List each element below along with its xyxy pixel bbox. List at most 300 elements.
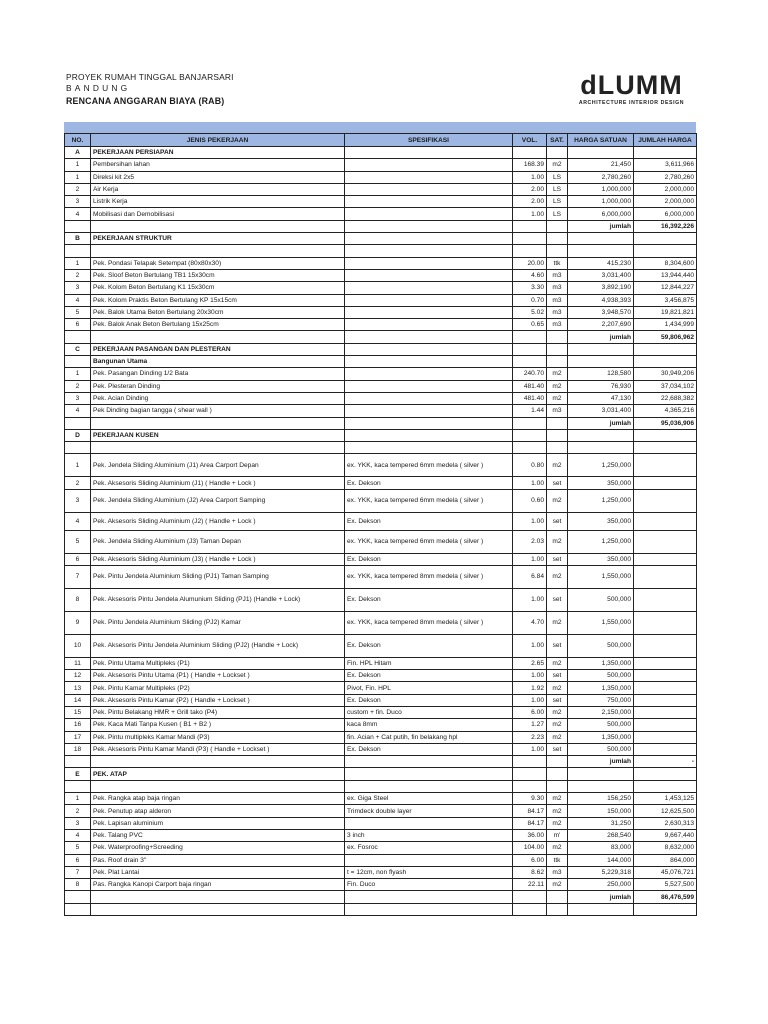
table-row: [65, 565, 697, 588]
cell-jumlah-harga: [634, 657, 697, 669]
table-row: [65, 657, 697, 669]
cell-spesifikasi: ex. Giga Steel: [345, 793, 513, 805]
cell-spesifikasi: [345, 429, 513, 441]
blank-row: [65, 780, 697, 792]
project-name: PROYEK RUMAH TINGGAL BANJARSARI: [66, 72, 234, 82]
cell-harga-satuan: 1,350,000: [568, 682, 634, 694]
cell-no: 1: [65, 171, 91, 183]
cell-vol: [513, 245, 547, 257]
cell-jumlah-harga: 4,365,216: [634, 405, 697, 417]
cell-harga-satuan: [568, 429, 634, 441]
section-row: [65, 429, 697, 441]
table-row: [65, 454, 697, 477]
cell-spesifikasi: [345, 196, 513, 208]
cell-harga-satuan: 21,450: [568, 159, 634, 171]
cell-jenis-pekerjaan: PEKERJAAN KUSEN: [91, 429, 345, 441]
cell-spesifikasi: kaca 8mm: [345, 719, 513, 731]
cell-jumlah-harga: [634, 512, 697, 530]
cell-spesifikasi: Ex. Dekson: [345, 512, 513, 530]
cell-no: D: [65, 429, 91, 441]
cell-harga-satuan: 2,780,260: [568, 171, 634, 183]
cell-vol: 2.00: [513, 196, 547, 208]
cell-sat: m3: [547, 294, 568, 306]
cell-vol: [513, 331, 547, 343]
cell-jumlah-harga: [634, 743, 697, 755]
cell-jumlah-harga: [634, 694, 697, 706]
cell-harga-satuan: 415,230: [568, 257, 634, 269]
cell-jenis-pekerjaan: Pembersihan lahan: [91, 159, 345, 171]
cell-harga-satuan: jumlah: [568, 891, 634, 903]
cell-jumlah-harga: 6,000,000: [634, 208, 697, 220]
cell-jumlah-harga: [634, 682, 697, 694]
cell-jenis-pekerjaan: Pas. Rangka Kanopi Carport baja ringan: [91, 879, 345, 891]
logo-tagline: ARCHITECTURE INTERIOR DESIGN: [578, 100, 685, 106]
cell-jumlah-harga: 95,036,906: [634, 417, 697, 429]
cell-harga-satuan: 3,892,190: [568, 282, 634, 294]
cell-jenis-pekerjaan: Pek. Aksesoris Sliding Aluminium (J3) ( Handle + Lock ): [91, 553, 345, 565]
cell-spesifikasi: 3 inch: [345, 829, 513, 841]
cell-vol: [513, 220, 547, 232]
cell-harga-satuan: 1,350,000: [568, 731, 634, 743]
cell-vol: 4.60: [513, 269, 547, 281]
cell-jenis-pekerjaan: Pek. Pintu Jendela Aluminium Sliding (PJ2) Kamar: [91, 611, 345, 634]
table-row: [65, 512, 697, 530]
cell-sat: LS: [547, 208, 568, 220]
cell-sat: LS: [547, 183, 568, 195]
cell-vol: [513, 903, 547, 915]
cell-jenis-pekerjaan: Pek. Aksesoris Pintu Utama (P1) ( Handle + Lockset ): [91, 670, 345, 682]
cell-harga-satuan: 1,250,000: [568, 530, 634, 553]
cell-no: 12: [65, 670, 91, 682]
table-row: [65, 171, 697, 183]
cell-jenis-pekerjaan: PEKERJAAN STRUKTUR: [91, 233, 345, 245]
cell-vol: 3.30: [513, 282, 547, 294]
cell-vol: [513, 442, 547, 454]
cell-vol: 1.00: [513, 208, 547, 220]
blank-row: [65, 245, 697, 257]
cell-vol: 1.00: [513, 512, 547, 530]
cell-vol: 36.00: [513, 829, 547, 841]
cell-spesifikasi: [345, 331, 513, 343]
total-row: [65, 331, 697, 343]
cell-no: 15: [65, 707, 91, 719]
cell-jenis-pekerjaan: Pek. Sloof Beton Bertulang TB1 15x30cm: [91, 269, 345, 281]
cell-jenis-pekerjaan: Pas. Roof drain 3": [91, 854, 345, 866]
cell-harga-satuan: [568, 233, 634, 245]
cell-jumlah-harga: [634, 707, 697, 719]
cell-sat: m3: [547, 306, 568, 318]
table-row: [65, 842, 697, 854]
cell-harga-satuan: 350,000: [568, 512, 634, 530]
cell-sat: m2: [547, 657, 568, 669]
cell-spesifikasi: Fin. HPL Hitam: [345, 657, 513, 669]
table-row: [65, 183, 697, 195]
cell-sat: m2: [547, 392, 568, 404]
cell-jenis-pekerjaan: Direksi kit 2x5: [91, 171, 345, 183]
cell-vol: 481.40: [513, 380, 547, 392]
cell-sat: m2: [547, 817, 568, 829]
cell-vol: 5.02: [513, 306, 547, 318]
cell-spesifikasi: [345, 171, 513, 183]
cell-jenis-pekerjaan: PEKERJAAN PERSIAPAN: [91, 147, 345, 159]
cell-vol: 0.70: [513, 294, 547, 306]
cell-harga-satuan: 1,550,000: [568, 611, 634, 634]
cell-harga-satuan: jumlah: [568, 331, 634, 343]
cell-harga-satuan: 250,000: [568, 879, 634, 891]
cell-no: B: [65, 233, 91, 245]
cell-jenis-pekerjaan: Pek. Pasangan Dinding 1/2 Bata: [91, 368, 345, 380]
cell-sat: m2: [547, 380, 568, 392]
table-row: [65, 731, 697, 743]
cell-jenis-pekerjaan: Pek. Jendela Sliding Aluminium (J1) Area Carport Depan: [91, 454, 345, 477]
cell-jumlah-harga: [634, 489, 697, 512]
budget-table: [64, 133, 697, 916]
table-row: [65, 854, 697, 866]
project-city: BANDUNG: [66, 83, 131, 93]
table-row: [65, 694, 697, 706]
cell-no: 5: [65, 530, 91, 553]
section-row: [65, 233, 697, 245]
cell-sat: [547, 756, 568, 768]
cell-vol: 1.00: [513, 670, 547, 682]
cell-jenis-pekerjaan: Pek Dinding bagian tangga ( shear wall ): [91, 405, 345, 417]
cell-jenis-pekerjaan: Pek. Pintu Utama Multipleks (P1): [91, 657, 345, 669]
col-header-jumlah-harga: JUMLAH HARGA: [634, 134, 697, 147]
cell-jumlah-harga: [634, 780, 697, 792]
cell-jenis-pekerjaan: Listrik Kerja: [91, 196, 345, 208]
cell-sat: set: [547, 588, 568, 611]
cell-harga-satuan: jumlah: [568, 756, 634, 768]
cell-harga-satuan: 76,930: [568, 380, 634, 392]
cell-no: 1: [65, 454, 91, 477]
cell-jenis-pekerjaan: Pek. Kolom Praktis Beton Bertulang KP 15x15cm: [91, 294, 345, 306]
cell-harga-satuan: 268,540: [568, 829, 634, 841]
cell-jenis-pekerjaan: Pek. Pondasi Telapak Setempat (80x80x30): [91, 257, 345, 269]
cell-harga-satuan: 500,000: [568, 719, 634, 731]
cell-sat: set: [547, 670, 568, 682]
document-header: [66, 72, 706, 116]
cell-vol: [513, 768, 547, 780]
cell-jumlah-harga: [634, 343, 697, 355]
cell-spesifikasi: [345, 147, 513, 159]
cell-jenis-pekerjaan: Mobilisasi dan Demobilisasi: [91, 208, 345, 220]
table-row: [65, 196, 697, 208]
cell-harga-satuan: 3,031,400: [568, 269, 634, 281]
cell-jumlah-harga: 86,476,599: [634, 891, 697, 903]
cell-harga-satuan: [568, 903, 634, 915]
cell-jenis-pekerjaan: [91, 891, 345, 903]
cell-no: 3: [65, 392, 91, 404]
cell-jumlah-harga: 5,527,500: [634, 879, 697, 891]
cell-vol: [513, 417, 547, 429]
cell-vol: 20.00: [513, 257, 547, 269]
cell-spesifikasi: [345, 817, 513, 829]
document-title: RENCANA ANGGARAN BIAYA (RAB): [66, 96, 225, 106]
cell-no: 8: [65, 588, 91, 611]
cell-sat: m2: [547, 565, 568, 588]
cell-spesifikasi: [345, 380, 513, 392]
cell-spesifikasi: [345, 756, 513, 768]
cell-jumlah-harga: [634, 429, 697, 441]
cell-jenis-pekerjaan: Pek. Jendela Sliding Aluminium (J2) Area Carport Samping: [91, 489, 345, 512]
cell-sat: set: [547, 634, 568, 657]
cell-jumlah-harga: 2,000,000: [634, 183, 697, 195]
cell-jumlah-harga: [634, 768, 697, 780]
cell-harga-satuan: 500,000: [568, 588, 634, 611]
cell-sat: m2: [547, 805, 568, 817]
cell-no: 8: [65, 879, 91, 891]
cell-harga-satuan: jumlah: [568, 220, 634, 232]
cell-harga-satuan: [568, 343, 634, 355]
cell-vol: 1.00: [513, 588, 547, 611]
cell-no: 6: [65, 319, 91, 331]
cell-jumlah-harga: [634, 245, 697, 257]
logo-wordmark: dLUMM: [580, 70, 683, 100]
cell-no: 13: [65, 682, 91, 694]
cell-harga-satuan: 2,207,690: [568, 319, 634, 331]
cell-spesifikasi: [345, 903, 513, 915]
cell-spesifikasi: [345, 356, 513, 368]
section-row: [65, 343, 697, 355]
cell-vol: 6.00: [513, 707, 547, 719]
cell-sat: m3: [547, 405, 568, 417]
cell-vol: 1.00: [513, 694, 547, 706]
cell-spesifikasi: [345, 220, 513, 232]
cell-sat: m2: [547, 611, 568, 634]
table-row: [65, 306, 697, 318]
cell-sat: [547, 768, 568, 780]
cell-jenis-pekerjaan: [91, 780, 345, 792]
cell-jumlah-harga: 12,625,500: [634, 805, 697, 817]
cell-vol: [513, 891, 547, 903]
cell-sat: m3: [547, 866, 568, 878]
cell-sat: set: [547, 694, 568, 706]
cell-harga-satuan: 1,000,000: [568, 183, 634, 195]
cell-sat: [547, 891, 568, 903]
cell-sat: ttk: [547, 257, 568, 269]
cell-jumlah-harga: [634, 477, 697, 489]
cell-harga-satuan: 5,229,318: [568, 866, 634, 878]
cell-no: 2: [65, 183, 91, 195]
cell-sat: [547, 233, 568, 245]
cell-jumlah-harga: 1,434,999: [634, 319, 697, 331]
cell-spesifikasi: [345, 392, 513, 404]
cell-harga-satuan: 144,000: [568, 854, 634, 866]
cell-no: [65, 331, 91, 343]
cell-sat: m2: [547, 719, 568, 731]
cell-jenis-pekerjaan: Pek. Balok Anak Beton Bertulang 15x25cm: [91, 319, 345, 331]
cell-jenis-pekerjaan: Pek. Kolom Beton Bertulang K1 15x30cm: [91, 282, 345, 294]
cell-no: 9: [65, 611, 91, 634]
cell-jumlah-harga: 8,632,000: [634, 842, 697, 854]
cell-no: 5: [65, 306, 91, 318]
cell-no: 5: [65, 842, 91, 854]
cell-vol: 84.17: [513, 805, 547, 817]
cell-jenis-pekerjaan: Air Kerja: [91, 183, 345, 195]
cell-harga-satuan: 150,000: [568, 805, 634, 817]
cell-harga-satuan: 1,350,000: [568, 657, 634, 669]
cell-sat: m2: [547, 368, 568, 380]
cell-vol: 6.84: [513, 565, 547, 588]
table-row: [65, 257, 697, 269]
cell-jumlah-harga: 2,000,000: [634, 196, 697, 208]
cell-jenis-pekerjaan: Pek. Aksesoris Pintu Kamar Mandi (P3) ( Handle + Lockset ): [91, 743, 345, 755]
table-row: [65, 489, 697, 512]
cell-spesifikasi: Ex. Dekson: [345, 477, 513, 489]
cell-jenis-pekerjaan: PEK. ATAP: [91, 768, 345, 780]
cell-no: 2: [65, 805, 91, 817]
table-row: [65, 793, 697, 805]
cell-no: 1: [65, 257, 91, 269]
subsection-row: [65, 356, 697, 368]
cell-spesifikasi: [345, 891, 513, 903]
cell-jenis-pekerjaan: Pek. Pintu multipleks Kamar Mandi (P3): [91, 731, 345, 743]
cell-sat: [547, 331, 568, 343]
cell-harga-satuan: 3,948,570: [568, 306, 634, 318]
cell-harga-satuan: [568, 147, 634, 159]
cell-vol: 2.03: [513, 530, 547, 553]
cell-no: 4: [65, 208, 91, 220]
cell-jenis-pekerjaan: Pek. Talang PVC: [91, 829, 345, 841]
cell-jenis-pekerjaan: [91, 442, 345, 454]
blank-row: [65, 442, 697, 454]
cell-sat: [547, 147, 568, 159]
table-row: [65, 319, 697, 331]
cell-sat: [547, 220, 568, 232]
cell-sat: [547, 780, 568, 792]
table-row: [65, 879, 697, 891]
cell-no: [65, 356, 91, 368]
cell-vol: 9.30: [513, 793, 547, 805]
section-row: [65, 768, 697, 780]
cell-harga-satuan: 83,000: [568, 842, 634, 854]
cell-no: 4: [65, 512, 91, 530]
cell-sat: ttk: [547, 854, 568, 866]
cell-spesifikasi: ex. YKK, kaca tempered 8mm medela ( silver ): [345, 611, 513, 634]
cell-vol: 0.80: [513, 454, 547, 477]
cell-no: 10: [65, 634, 91, 657]
cell-sat: [547, 245, 568, 257]
cell-no: 4: [65, 294, 91, 306]
cell-spesifikasi: Pivot, Fin. HPL: [345, 682, 513, 694]
cell-jumlah-harga: 8,304,600: [634, 257, 697, 269]
cell-harga-satuan: 750,000: [568, 694, 634, 706]
cell-spesifikasi: custom + fin. Duco: [345, 707, 513, 719]
cell-no: 7: [65, 565, 91, 588]
cell-harga-satuan: 3,031,400: [568, 405, 634, 417]
table-row: [65, 405, 697, 417]
cell-sat: m2: [547, 682, 568, 694]
table-row: [65, 588, 697, 611]
cell-harga-satuan: [568, 442, 634, 454]
cell-jenis-pekerjaan: Pek. Lapisan aluminium: [91, 817, 345, 829]
cell-jumlah-harga: 16,392,226: [634, 220, 697, 232]
cell-vol: 1.00: [513, 553, 547, 565]
cell-sat: m2: [547, 879, 568, 891]
cell-jumlah-harga: [634, 731, 697, 743]
cell-spesifikasi: fin. Acian + Cat putih, fin belakang hpl: [345, 731, 513, 743]
cell-jenis-pekerjaan: Pek. Pintu Kamar Multipleks (P2): [91, 682, 345, 694]
cell-spesifikasi: Ex. Dekson: [345, 588, 513, 611]
table-row: [65, 368, 697, 380]
cell-jenis-pekerjaan: Pek. Aksesoris Sliding Aluminium (J2) ( Handle + Lock ): [91, 512, 345, 530]
table-row: [65, 866, 697, 878]
cell-jumlah-harga: 2,630,313: [634, 817, 697, 829]
cell-vol: 2.23: [513, 731, 547, 743]
cell-no: 3: [65, 817, 91, 829]
cell-jenis-pekerjaan: PEKERJAAN PASANGAN DAN PLESTERAN: [91, 343, 345, 355]
cell-spesifikasi: [345, 768, 513, 780]
cell-sat: m2: [547, 842, 568, 854]
table-row: [65, 817, 697, 829]
cell-vol: 84.17: [513, 817, 547, 829]
cell-sat: [547, 903, 568, 915]
cell-jumlah-harga: 9,667,440: [634, 829, 697, 841]
cell-jenis-pekerjaan: Pek. Penutup atap alderon: [91, 805, 345, 817]
cell-no: 4: [65, 829, 91, 841]
total-row: [65, 756, 697, 768]
cell-no: 14: [65, 694, 91, 706]
cell-no: [65, 417, 91, 429]
cell-jumlah-harga: -: [634, 756, 697, 768]
cell-spesifikasi: Ex. Dekson: [345, 634, 513, 657]
cell-spesifikasi: [345, 257, 513, 269]
cell-jenis-pekerjaan: Pek. Waterproofing+Screeding: [91, 842, 345, 854]
cell-jenis-pekerjaan: Pek. Aksesoris Sliding Aluminium (J1) ( Handle + Lock ): [91, 477, 345, 489]
cell-vol: 2.00: [513, 183, 547, 195]
cell-harga-satuan: 1,250,000: [568, 489, 634, 512]
cell-vol: [513, 343, 547, 355]
cell-spesifikasi: [345, 343, 513, 355]
cell-no: [65, 891, 91, 903]
cell-jumlah-harga: 1,453,125: [634, 793, 697, 805]
col-header-harga-satuan: HARGA SATUAN: [568, 134, 634, 147]
cell-jenis-pekerjaan: Pek. Pintu Jendela Aluminium Sliding (PJ1) Taman Samping: [91, 565, 345, 588]
cell-sat: set: [547, 512, 568, 530]
table-row: [65, 611, 697, 634]
cell-spesifikasi: Ex. Dekson: [345, 553, 513, 565]
col-header-no: NO.: [65, 134, 91, 147]
cell-sat: LS: [547, 171, 568, 183]
table-row: [65, 805, 697, 817]
cell-sat: set: [547, 553, 568, 565]
cell-harga-satuan: [568, 768, 634, 780]
cell-vol: 1.00: [513, 477, 547, 489]
cell-sat: m2: [547, 454, 568, 477]
cell-harga-satuan: 2,150,000: [568, 707, 634, 719]
table-row: [65, 829, 697, 841]
cell-spesifikasi: [345, 282, 513, 294]
cell-harga-satuan: 4,938,393: [568, 294, 634, 306]
cell-vol: 240.70: [513, 368, 547, 380]
cell-jumlah-harga: [634, 588, 697, 611]
cell-vol: 2.65: [513, 657, 547, 669]
col-header-vol: VOL.: [513, 134, 547, 147]
cell-sat: m3: [547, 269, 568, 281]
cell-vol: [513, 756, 547, 768]
table-row: [65, 208, 697, 220]
cell-jenis-pekerjaan: [91, 220, 345, 232]
cell-no: [65, 903, 91, 915]
cell-no: 1: [65, 159, 91, 171]
cell-sat: m2: [547, 489, 568, 512]
table-row: [65, 392, 697, 404]
cell-vol: 8.62: [513, 866, 547, 878]
cell-vol: 1.44: [513, 405, 547, 417]
cell-sat: set: [547, 743, 568, 755]
cell-jumlah-harga: [634, 719, 697, 731]
table-header-row: [65, 134, 697, 147]
